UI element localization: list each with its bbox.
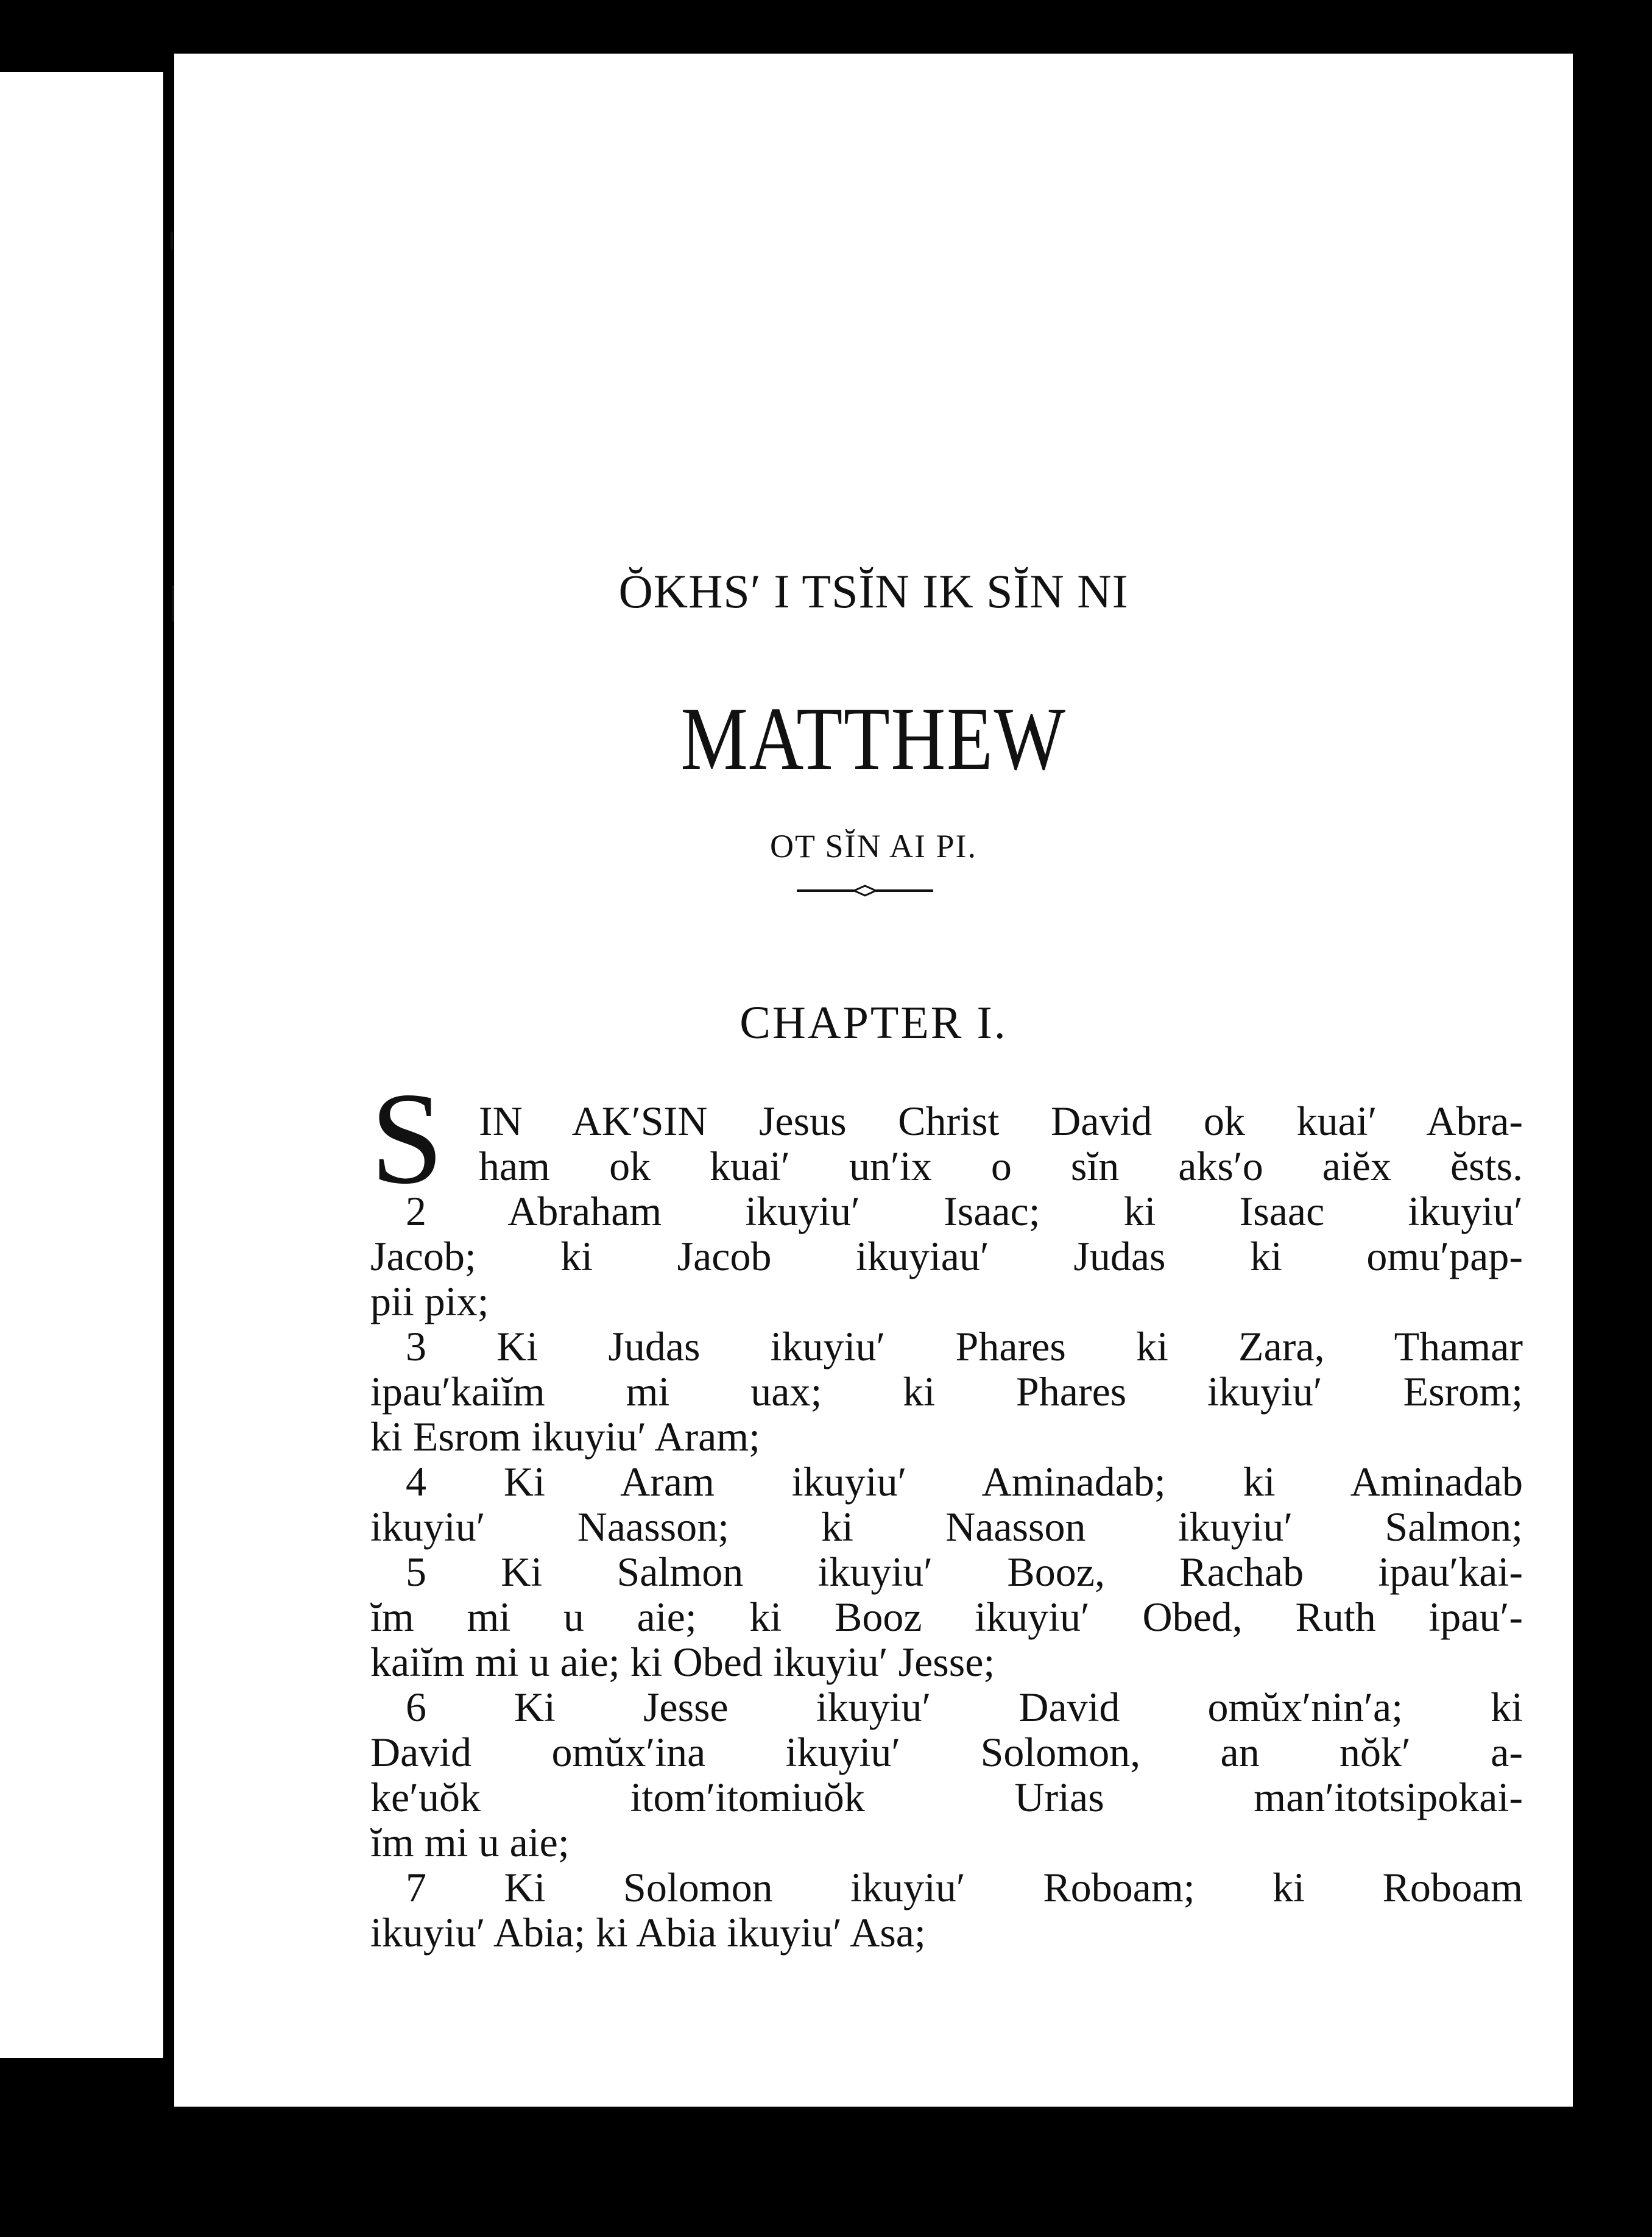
- book-title: MATTHEW: [680, 689, 1067, 789]
- ornament-divider: [797, 878, 933, 903]
- left-page-edge: [0, 72, 163, 2058]
- text-line: 4 Ki Aram ikuyiu′ Aminadab; ki Aminadab: [406, 1458, 1523, 1505]
- text-line: ĭm mi u aie; ki Booz ikuyiu′ Obed, Ruth ipau′-: [370, 1594, 1523, 1640]
- text-line: ikuyiu′ Abia; ki Abia ikuyiu′ Asa;: [370, 1909, 926, 1956]
- text-line: IN AK′SIN Jesus Christ David ok kuai′ Abra-: [479, 1098, 1523, 1144]
- text-line: 5 Ki Salmon ikuyiu′ Booz, Rachab ipau′kai-: [406, 1549, 1523, 1595]
- chapter-heading: CHAPTER I.: [740, 997, 1008, 1048]
- book-page: [174, 54, 1573, 2107]
- drop-cap: S: [370, 1065, 444, 1211]
- text-line: 7 Ki Solomon ikuyiu′ Roboam; ki Roboam: [406, 1864, 1523, 1910]
- text-line: 6 Ki Jesse ikuyiu′ David omŭx′nin′a; ki: [406, 1684, 1523, 1730]
- text-line: David omŭx′ina ikuyiu′ Solomon, an nŏk′ a-: [370, 1729, 1523, 1775]
- text-line: pii pix;: [370, 1278, 489, 1324]
- book-supertitle: ŎKHS′ I TSĬN IK SĬN NI: [618, 565, 1129, 618]
- book-subtitle: OT SĬN AI PI.: [769, 828, 978, 864]
- text-line: ikuyiu′ Naasson; ki Naasson ikuyiu′ Salmon;: [370, 1504, 1523, 1550]
- binding-mark: [171, 231, 173, 250]
- text-line: ipau′kaiĭm mi uax; ki Phares ikuyiu′ Esrom;: [370, 1368, 1523, 1415]
- page-content: [174, 54, 1573, 2107]
- text-line: ki Esrom ikuyiu′ Aram;: [370, 1413, 761, 1460]
- text-line: kaiĭm mi u aie; ki Obed ikuyiu′ Jesse;: [370, 1639, 995, 1685]
- text-line: ke′uŏk itom′itomiuŏk Urias man′itotsipokai-: [370, 1774, 1523, 1820]
- text-line: Jacob; ki Jacob ikuyiau′ Judas ki omu′pap-: [370, 1233, 1523, 1279]
- text-line: ham ok kuai′ un′ix o sĭn aks′o aiĕx ĕsts.: [479, 1143, 1523, 1189]
- text-line: 2 Abraham ikuyiu′ Isaac; ki Isaac ikuyiu′: [406, 1188, 1523, 1234]
- text-line: ĭm mi u aie;: [370, 1819, 570, 1865]
- text-line: 3 Ki Judas ikuyiu′ Phares ki Zara, Thamar: [406, 1323, 1523, 1369]
